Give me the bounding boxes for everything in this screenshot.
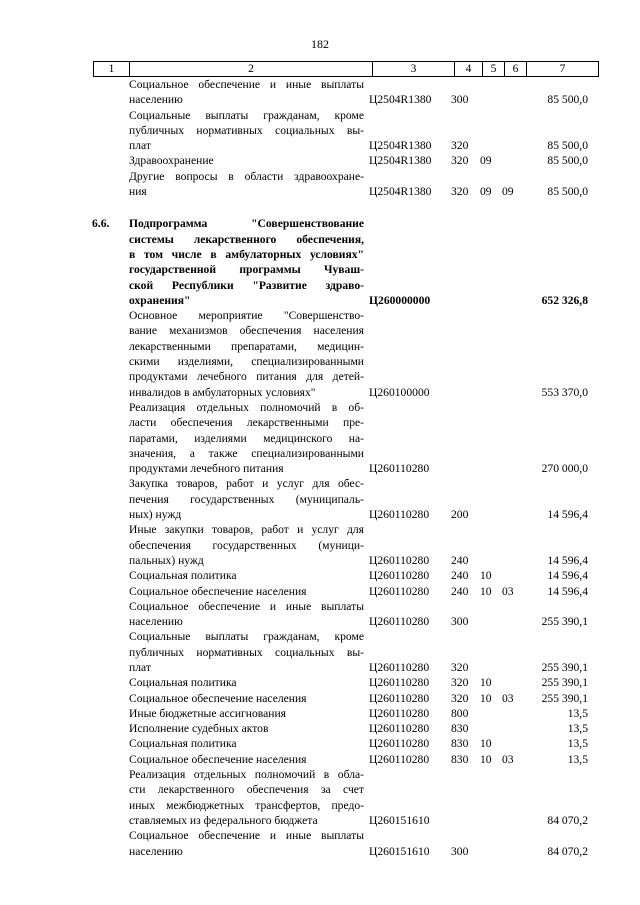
- row-number: [92, 828, 129, 859]
- column-header-row: [94, 62, 599, 77]
- column-header-5: 5: [483, 62, 505, 77]
- expense-type-code: 830: [451, 722, 469, 736]
- amount: 13,5: [567, 752, 588, 766]
- row-name: [129, 691, 364, 706]
- row-name-line: значения, а также специализированными: [129, 446, 364, 460]
- expense-type-code: 320: [451, 660, 469, 674]
- row-name-line: населению: [129, 615, 183, 629]
- subsection-code: 03: [502, 584, 514, 598]
- target-article-code: Ц260100000: [369, 385, 430, 399]
- row-name: [129, 568, 364, 583]
- amount: 85 500,0: [547, 93, 588, 107]
- target-article-code: Ц260000000: [369, 293, 431, 307]
- target-article-code: Ц2504R1380: [369, 154, 432, 168]
- section-code: 10: [480, 584, 492, 598]
- row-number: [92, 721, 129, 736]
- row-number: [92, 169, 129, 200]
- expense-type-code: 830: [451, 752, 469, 766]
- expense-type-code: 300: [451, 615, 469, 629]
- table-row: [0, 522, 640, 568]
- row-name-line: Социальное обеспечение населения: [129, 752, 307, 766]
- row-name: [129, 522, 364, 568]
- expense-type-code: 830: [451, 737, 469, 751]
- row-number: [92, 629, 129, 675]
- section-code: 10: [480, 752, 492, 766]
- target-article-code: Ц260110280: [369, 584, 430, 598]
- subsection-code: 03: [502, 691, 514, 705]
- row-name-line: Подпрограмма "Совершенствование: [129, 217, 364, 231]
- amount: 14 596,4: [547, 553, 588, 567]
- row-name-line: ласти обеспечения лекарственными пре-: [129, 416, 364, 430]
- section-code: 09: [480, 154, 492, 168]
- target-article-code: Ц260110280: [369, 676, 430, 690]
- column-header-3: 3: [373, 62, 455, 77]
- row-name-line: населению: [129, 844, 183, 858]
- expense-type-code: 300: [451, 844, 469, 858]
- table-row: [0, 599, 640, 630]
- row-name-line: Социальное обеспечение населения: [129, 584, 307, 598]
- column-header-4: 4: [455, 62, 483, 77]
- row-name-line: ных) нужд: [129, 508, 182, 522]
- row-name-line: Иные бюджетные ассигнования: [129, 706, 286, 720]
- row-name-line: Социальная политика: [129, 737, 237, 751]
- row-number: [92, 77, 129, 108]
- row-number: [92, 108, 129, 154]
- row-name-line: пальных) нужд: [129, 553, 204, 567]
- column-header-6: 6: [505, 62, 527, 77]
- target-article-code: Ц260151610: [369, 844, 430, 858]
- row-number: [92, 568, 129, 583]
- section-code: 09: [480, 185, 492, 199]
- row-name-line: Социальное обеспечение и иные выплаты: [129, 599, 364, 613]
- row-name: [129, 675, 364, 690]
- row-name: [129, 629, 364, 675]
- amount: 255 390,1: [541, 660, 588, 674]
- row-name-line: в том числе в амбулаторных условиях": [129, 247, 364, 261]
- target-article-code: Ц260110280: [369, 553, 430, 567]
- table-row: [0, 568, 640, 583]
- row-name-line: Другие вопросы в области здравоохране-: [129, 169, 364, 183]
- row-name: [129, 77, 364, 108]
- table-row: [0, 108, 640, 154]
- target-article-code: Ц2504R1380: [369, 139, 432, 153]
- row-number: [92, 476, 129, 522]
- row-name: [129, 736, 364, 751]
- row-name: [129, 706, 364, 721]
- table-row: [0, 691, 640, 706]
- row-name-line: вание механизмов обеспечения населения: [129, 324, 364, 338]
- row-name-line: обеспечения государственных (муници-: [129, 538, 364, 552]
- amount: 85 500,0: [547, 139, 588, 153]
- row-name-line: Социальная политика: [129, 676, 237, 690]
- expense-type-code: 300: [451, 93, 469, 107]
- section-code: 10: [480, 569, 492, 583]
- table-row: [0, 153, 640, 168]
- row-name: [129, 400, 364, 476]
- target-article-code: Ц260110280: [369, 508, 430, 522]
- amount: 270 000,0: [541, 462, 588, 476]
- amount: 84 070,2: [547, 844, 588, 858]
- table-row: [0, 77, 640, 108]
- row-number: [92, 522, 129, 568]
- amount: 14 596,4: [547, 508, 588, 522]
- row-name-line: Основное мероприятие "Совершенство-: [129, 309, 364, 323]
- row-name-line: государственной программы Чуваш-: [129, 263, 364, 277]
- row-name: [129, 108, 364, 154]
- table-row: [0, 400, 640, 476]
- target-article-code: Ц2504R1380: [369, 185, 432, 199]
- row-number: [92, 153, 129, 168]
- row-name: [129, 153, 364, 168]
- table-row: [0, 476, 640, 522]
- amount: 13,5: [567, 737, 588, 751]
- row-name-line: паратами, изделиями медицинского на-: [129, 431, 364, 445]
- row-name-line: публичных нормативных социальных вы-: [129, 123, 364, 137]
- expense-type-code: 800: [451, 706, 469, 720]
- table-row: [0, 828, 640, 859]
- row-name-line: публичных нормативных социальных вы-: [129, 645, 364, 659]
- row-name: [129, 767, 364, 828]
- target-article-code: Ц260110280: [369, 462, 430, 476]
- row-name-line: Социальное обеспечение населения: [129, 691, 307, 705]
- row-name: [129, 169, 364, 200]
- expense-type-code: 200: [451, 508, 469, 522]
- amount: 84 070,2: [547, 813, 588, 827]
- table-row: [0, 675, 640, 690]
- row-number: [92, 706, 129, 721]
- budget-rows: [0, 77, 640, 859]
- table-row: [0, 216, 640, 308]
- row-name-line: охранения": [129, 293, 191, 307]
- expense-type-code: 240: [451, 584, 469, 598]
- expense-type-code: 320: [451, 154, 469, 168]
- row-number: [92, 584, 129, 599]
- table-row: [0, 767, 640, 828]
- row-spacer: [0, 199, 640, 216]
- row-name-line: Исполнение судебных актов: [129, 722, 269, 736]
- page-number: 182: [311, 37, 329, 51]
- target-article-code: Ц260110280: [369, 660, 430, 674]
- row-name-line: Реализация отдельных полномочий в обла-: [129, 768, 364, 782]
- row-name-line: скими изделиями, специализированными: [129, 355, 364, 369]
- row-name-line: Социальная политика: [129, 569, 237, 583]
- row-name-line: печения государственных (муниципаль-: [129, 492, 364, 506]
- column-header-2: 2: [130, 62, 373, 77]
- target-article-code: Ц260110280: [369, 615, 430, 629]
- row-name-line: ния: [129, 185, 147, 199]
- row-name-line: иных межбюджетных трансфертов, предо-: [129, 798, 364, 812]
- column-header-7: 7: [527, 62, 599, 77]
- row-name: [129, 828, 364, 859]
- row-name-line: лекарственными препаратами, медицин-: [129, 339, 364, 353]
- row-number: [92, 599, 129, 630]
- amount: 85 500,0: [547, 185, 588, 199]
- row-number: [92, 767, 129, 828]
- amount: 255 390,1: [541, 676, 588, 690]
- target-article-code: Ц260110280: [369, 706, 430, 720]
- row-number: [92, 736, 129, 751]
- row-name: [129, 584, 364, 599]
- target-article-code: Ц2504R1380: [369, 93, 432, 107]
- target-article-code: Ц260110280: [369, 737, 430, 751]
- table-row: [0, 752, 640, 767]
- row-name-line: плат: [129, 660, 151, 674]
- row-number: 6.6.: [92, 217, 110, 231]
- row-name-line: Иные закупки товаров, работ и услуг для: [129, 523, 364, 537]
- row-name-line: населению: [129, 93, 183, 107]
- table-row: [0, 169, 640, 200]
- row-name-line: плат: [129, 139, 151, 153]
- subsection-code: 03: [502, 752, 514, 766]
- amount: 13,5: [567, 706, 588, 720]
- amount: 85 500,0: [547, 154, 588, 168]
- amount: 14 596,4: [547, 569, 588, 583]
- amount: 13,5: [567, 722, 588, 736]
- amount: 14 596,4: [547, 584, 588, 598]
- amount: 255 390,1: [541, 615, 588, 629]
- column-header-1: 1: [94, 62, 130, 77]
- subsection-code: 09: [502, 185, 514, 199]
- row-name-line: ставляемых из федерального бюджета: [129, 813, 318, 827]
- row-name: [129, 216, 364, 308]
- target-article-code: Ц260110280: [369, 722, 430, 736]
- amount: 553 370,0: [541, 385, 588, 399]
- table-row: [0, 629, 640, 675]
- row-number: [92, 752, 129, 767]
- expense-type-code: 320: [451, 139, 469, 153]
- row-name-line: Социальное обеспечение и иные выплаты: [129, 829, 364, 843]
- column-header-table: [93, 61, 599, 77]
- row-name-line: Социальное обеспечение и иные выплаты: [129, 78, 364, 91]
- table-row: [0, 721, 640, 736]
- row-name-line: сти лекарственного обеспечения за счет: [129, 783, 364, 797]
- row-name: [129, 752, 364, 767]
- row-name-line: продуктами лечебного питания: [129, 462, 284, 476]
- row-number: [92, 691, 129, 706]
- row-name-line: ской Республики "Развитие здраво-: [129, 278, 364, 292]
- table-row: [0, 584, 640, 599]
- section-code: 10: [480, 737, 492, 751]
- expense-type-code: 320: [451, 691, 469, 705]
- expense-type-code: 320: [451, 185, 469, 199]
- target-article-code: Ц260110280: [369, 691, 430, 705]
- section-code: 10: [480, 691, 492, 705]
- target-article-code: Ц260110280: [369, 752, 430, 766]
- row-name-line: инвалидов в амбулаторных условиях": [129, 385, 316, 399]
- row-name-line: Социальные выплаты гражданам, кроме: [129, 108, 364, 122]
- target-article-code: Ц260110280: [369, 569, 430, 583]
- row-number: [92, 675, 129, 690]
- row-name: [129, 308, 364, 400]
- row-name: [129, 476, 364, 522]
- table-row: [0, 706, 640, 721]
- row-name-line: Социальные выплаты гражданам, кроме: [129, 630, 364, 644]
- row-name-line: Закупка товаров, работ и услуг для обес-: [129, 477, 364, 491]
- target-article-code: Ц260151610: [369, 813, 430, 827]
- row-name-line: Здравоохранение: [129, 154, 214, 168]
- row-number: [92, 308, 129, 400]
- row-name-line: Реализация отдельных полномочий в об-: [129, 400, 364, 414]
- row-name: [129, 721, 364, 736]
- table-row: [0, 736, 640, 751]
- expense-type-code: 320: [451, 676, 469, 690]
- expense-type-code: 240: [451, 553, 469, 567]
- row-name-line: продуктами лечебного питания для детей-: [129, 370, 364, 384]
- table-row: [0, 308, 640, 400]
- row-name: [129, 599, 364, 630]
- expense-type-code: 240: [451, 569, 469, 583]
- amount: 652 326,8: [541, 293, 588, 307]
- row-number: [92, 400, 129, 476]
- section-code: 10: [480, 676, 492, 690]
- amount: 255 390,1: [541, 691, 588, 705]
- row-name-line: системы лекарственного обеспечения,: [129, 232, 364, 246]
